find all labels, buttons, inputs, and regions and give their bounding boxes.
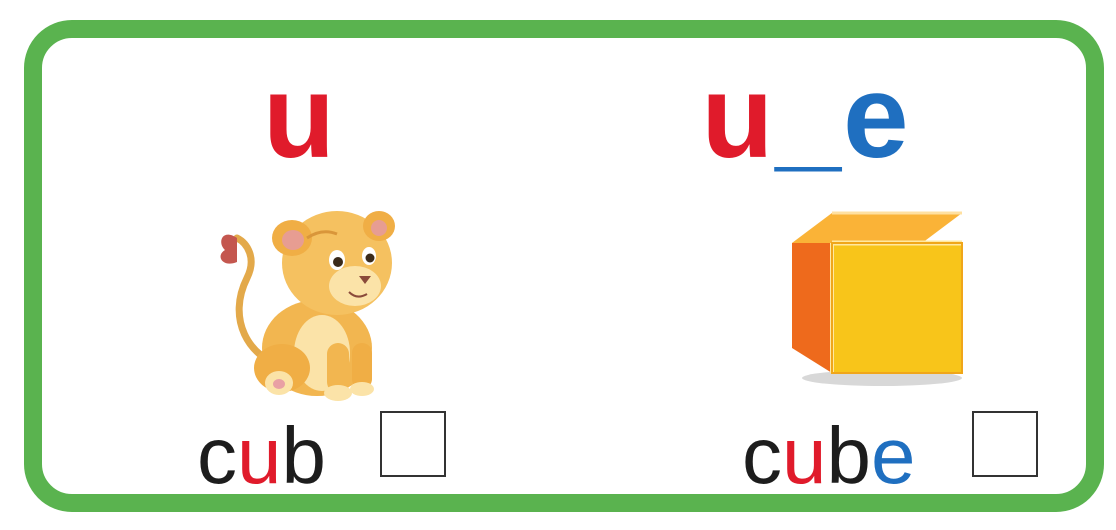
word-cube-letter-u: u [782,411,827,500]
word-cube-letter-e: e [871,411,916,500]
lion-cub-icon [187,168,427,408]
heading-blank: _ [775,51,844,183]
heading-letter-u: u [262,51,338,183]
long-u-column [602,38,1102,500]
word-cube [742,411,916,500]
phonics-card [24,20,1104,512]
word-cub [197,411,326,500]
cub-checkbox[interactable] [380,411,446,477]
short-u-column [42,38,602,500]
word-cube-letter-b: b [826,411,871,500]
cube-icon [772,198,972,398]
word-cube-letter-c: c [742,411,782,500]
word-cub-letter-u: u [237,411,282,500]
short-u-heading [20,51,580,183]
long-u-heading [556,51,1056,183]
cube-checkbox[interactable] [972,411,1038,477]
heading-letter-e: e [843,51,911,183]
word-cub-letter-c: c [197,411,237,500]
heading-letter-u: u [701,51,776,183]
word-cub-letter-b: b [281,411,326,500]
